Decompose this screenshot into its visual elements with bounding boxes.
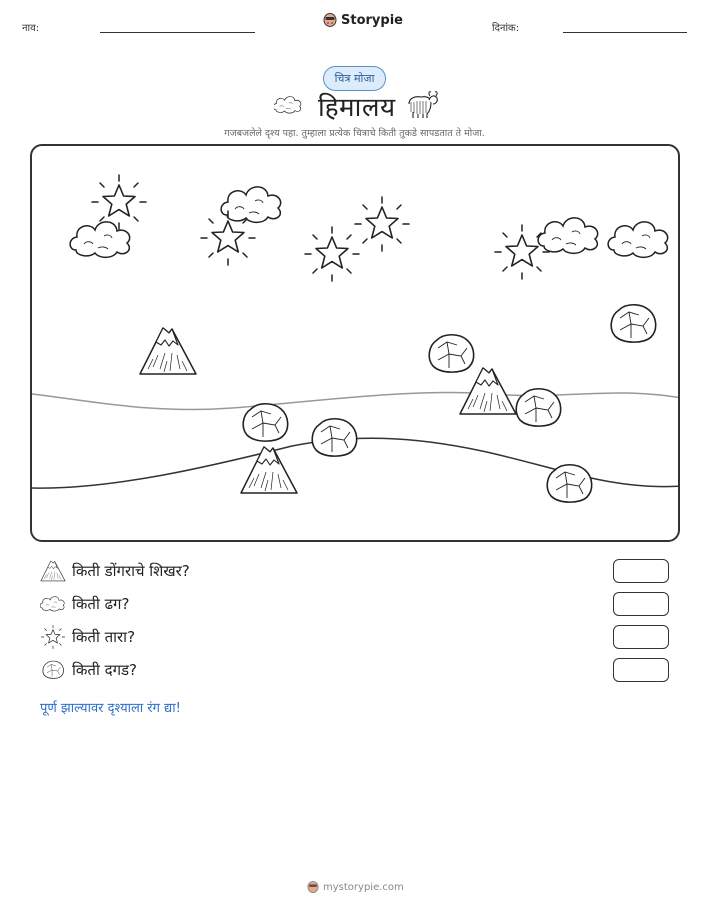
brand-name: Storypie <box>341 12 403 28</box>
yak-icon <box>403 90 439 120</box>
question-row <box>40 557 190 585</box>
cloud <box>538 218 598 254</box>
question-text: किती डोंगराचे शिखर? <box>72 562 190 580</box>
storypie-mascot-icon <box>307 880 319 894</box>
answer-box-rocks[interactable] <box>613 658 669 682</box>
storypie-mascot-icon <box>323 12 337 28</box>
name-label: नाव: <box>22 23 40 34</box>
footer-site[interactable]: mystorypie.com <box>323 881 404 893</box>
question-row <box>40 623 135 651</box>
answer-box-clouds[interactable] <box>613 592 669 616</box>
star <box>305 227 359 281</box>
question-row <box>40 590 129 618</box>
question-row <box>40 656 137 684</box>
brand-logo <box>323 12 403 28</box>
instructions: गजबजलेले दृश्य पहा. तुम्हाला प्रत्येक चित्राचे किती तुकडे सापडतात ते मोजा. <box>224 128 485 139</box>
cloud <box>608 222 668 258</box>
date-line[interactable] <box>563 32 687 33</box>
name-line[interactable] <box>100 32 255 33</box>
page-title: हिमालय <box>318 93 396 123</box>
star <box>201 211 255 265</box>
question-text: किती ढग? <box>72 595 130 613</box>
answer-box-peaks[interactable] <box>613 559 669 583</box>
mountain-peak <box>460 368 516 414</box>
star <box>495 225 549 279</box>
mountain-peak <box>140 328 196 374</box>
rock <box>312 419 356 456</box>
counting-scene <box>30 144 680 542</box>
question-text: किती तारा? <box>72 628 136 646</box>
date-label: दिनांक: <box>492 23 520 34</box>
star-icon <box>40 624 66 650</box>
rock <box>429 335 473 372</box>
cloud-icon <box>40 591 66 617</box>
rock-icon <box>40 657 66 683</box>
rock <box>516 389 560 426</box>
rock <box>611 305 655 342</box>
far-hill-line <box>32 392 680 409</box>
answer-box-stars[interactable] <box>613 625 669 649</box>
cloud-decoration-icon <box>274 94 302 116</box>
cloud <box>70 222 130 258</box>
rock <box>547 465 591 502</box>
star <box>92 175 146 229</box>
star <box>355 197 409 251</box>
coloring-instruction: पूर्ण झाल्यावर दृश्याला रंग द्या! <box>40 701 181 716</box>
footer <box>307 880 404 894</box>
question-text: किती दगड? <box>72 661 138 679</box>
activity-badge: चित्र मोजा <box>323 66 386 91</box>
cloud <box>221 187 281 223</box>
mountain-peak <box>241 447 297 493</box>
rock <box>243 404 287 441</box>
mountain-icon <box>40 558 66 584</box>
scene-illustration <box>32 146 680 542</box>
